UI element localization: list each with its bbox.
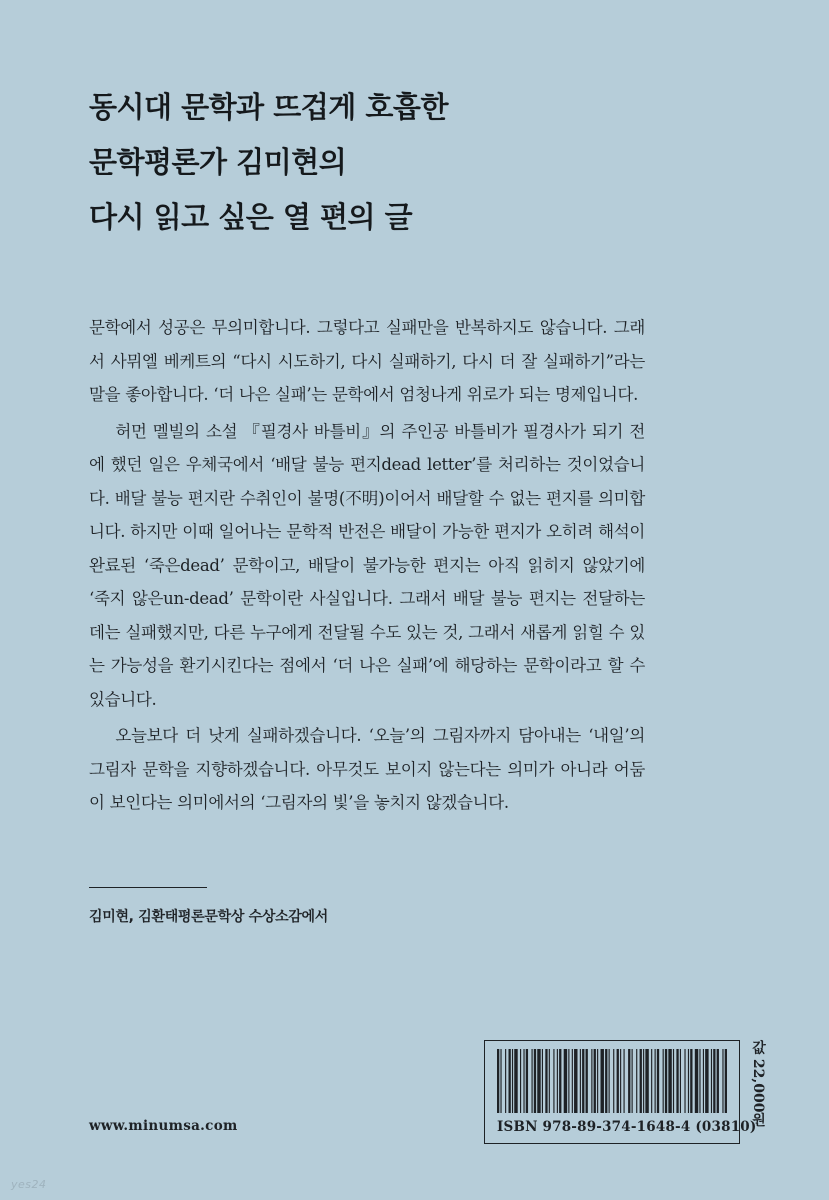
paragraph-2: 허먼 멜빌의 소설 『필경사 바틀비』의 주인공 바틀비가 필경사가 되기 전에 했던 일은 우체국에서 ‘배달 불능 편지dead letter’를 처리하는 것이었습니다. 배달 불능 편지란 수취인이 불명(不明)이어서 배달할 수 없는 편지를 의미합니다. 하지만 이때 일어나는 문학적 반전은 배달이 가능한 편지가 오히려 해석이 완료된 ‘죽은dead’ 문학이고, 배달이 불가능한 편지는 아직 읽히지 않았기에 ‘죽지 않은un-dead’ 문학이란 사실입니다. 그래서 배달 불능 편지는 전달하는 데는 실패했지만, 다른 누구에게 전달될 수도 있는 것, 그래서 새롭게 읽힐 수 있는 가능성을 환기시킨다는 점에서 ‘더 나은 실패’에 해당하는 문학이라고 할 수 있습니다. bbox=[89, 421, 645, 709]
source-attribution: 김미현, 김환태평론문학상 수상소감에서 bbox=[89, 909, 328, 925]
watermark: yes24 bbox=[11, 1178, 47, 1191]
body-text bbox=[89, 311, 645, 823]
paragraph-3: 오늘보다 더 낫게 실패하겠습니다. ‘오늘’의 그림자까지 담아내는 ‘내일’의 그림자 문학을 지향하겠습니다. 아무것도 보이지 않는다는 의미가 아니라 어둠이 보인다는 의미에서의 ‘그림자의 빛’을 놓치지 않겠습니다. bbox=[89, 726, 645, 812]
headline bbox=[89, 80, 749, 245]
headline-line-3: 다시 읽고 싶은 열 편의 글 bbox=[89, 200, 413, 234]
headline-line-2: 문학평론가 김미현의 bbox=[89, 145, 347, 179]
paragraph-1: 문학에서 성공은 무의미합니다. 그렇다고 실패만을 반복하지도 않습니다. 그래서 사뮈엘 베케트의 “다시 시도하기, 다시 실패하기, 다시 더 잘 실패하기”라는 말을 좋아합니다. ‘더 나은 실패’는 문학에서 엄청나게 위로가 되는 명제입니다. bbox=[89, 318, 645, 404]
headline-line-1: 동시대 문학과 뜨겁게 호흡한 bbox=[89, 90, 448, 124]
publisher-website: www.minumsa.com bbox=[89, 1118, 238, 1134]
barcode-box bbox=[484, 1040, 757, 1144]
source-divider bbox=[89, 887, 207, 888]
barcode-icon bbox=[497, 1049, 727, 1113]
isbn-label: ISBN 978-89-374-1648-4 (03810) bbox=[497, 1119, 757, 1135]
price-label: 값 22,000원 bbox=[750, 1040, 766, 1127]
